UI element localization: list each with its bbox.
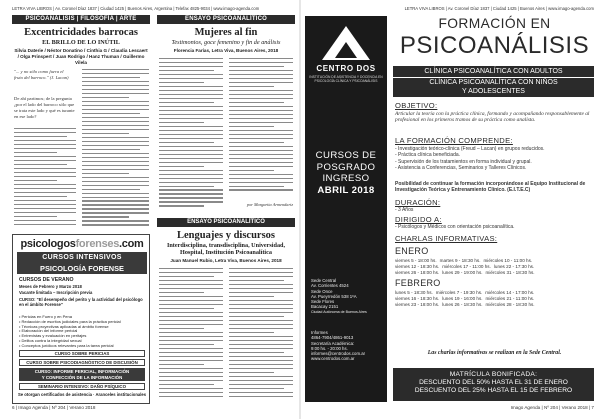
schedule-row: viernes 5 - 18:00 hs. martes 9 - 18:30 hs. miércoles 10 - 11:00 hs. xyxy=(395,258,533,263)
objetivo-heading: OBJETIVO: xyxy=(395,101,438,110)
psicoanalisis-heading: PSICOANÁLISIS xyxy=(399,32,590,59)
article1-byline: Silvia Daterie / Néstor Donatino / Cinthia G / Claudia Lescaert / Olga Prinspert / Juan Rodrigo / Hanz Thuman / Guillermo Vilela xyxy=(14,48,148,65)
section-bar-ensayo-2: ENSAYO PSICOANALÍTICO xyxy=(157,218,295,227)
article2-text-col1 xyxy=(159,58,223,210)
matricula-banner: MATRÍCULA BONIFICADA: DESCUENTO DEL 50% HASTA EL 31 DE ENERO DESCUENTO DEL 25% HASTA EL 15 DE FEBRERO xyxy=(393,368,594,401)
ad-course-item: • Conceptos jurídicos relevantes para la tarea pericial xyxy=(19,342,114,348)
centro-dos-sidebar xyxy=(305,16,387,402)
clinica-ninos-bar: CLÍNICA PSICOANALÍTICA CON NIÑOS Y ADOLESCENTES xyxy=(393,78,594,97)
ad-logo: psicologosforenses.com xyxy=(20,238,144,250)
article1-quote: "... y no sólo como fuera el fruto del barroco." (J. Lacan) xyxy=(14,69,69,80)
formacion-item: - Práctica clínica beneficiada. xyxy=(395,152,461,159)
ad-course-items xyxy=(19,315,147,349)
right-page xyxy=(305,6,594,414)
duracion-value: - 3 Años xyxy=(395,207,414,213)
ad-box-informe: CURSO: INFORME PERICIAL, INFORMACIÓN Y CONFECCIÓN DE LA INFORMACIÓN xyxy=(19,368,145,381)
left-page xyxy=(12,6,295,414)
formacion-item: - Supervisión de los tratamientos en forma individual y grupal. xyxy=(395,158,532,165)
psicologos-forenses-ad xyxy=(12,234,150,404)
schedule-row: viernes 16 - 18:30 hs. lunes 19 - 16:00 hs. miércoles 21 - 11:00 hs. xyxy=(395,296,535,301)
ad-banner-cursos: CURSOS INTENSIVOS xyxy=(17,252,147,263)
ad-course-desc: CURSO: "El desempeño del perito y la actividad del psicólogo en el ámbito Forense" xyxy=(19,297,143,308)
article1-text-col1 xyxy=(14,128,76,228)
article2-byline: Florencia Farías, Letra Viva, Buenos Aires, 2018 xyxy=(173,48,279,53)
charlas-note: Las charlas informativas se realizan en la Sede Central. xyxy=(427,350,562,356)
right-page-footer: Imago Agenda | Nº 204 | Verano 2018 | 7 xyxy=(510,405,594,410)
section-bar-ensayo: ENSAYO PSICOANALÍTICO xyxy=(157,15,295,24)
schedule-row: viernes 23 - 18:00 hs. lunes 26 - 18:30 hs. miércoles 28 - 18:30 hs. xyxy=(395,302,535,307)
article3-text-col1 xyxy=(159,268,223,402)
ad-box-seminario: SEMINARIO INTENSIVO: DAÑO PSÍQUICO xyxy=(19,383,145,390)
ad-course-title: CURSOS DE VERANO xyxy=(19,277,74,283)
article2-signature: por Margarita Armendariz xyxy=(246,202,293,207)
ad-certificates: Se otorgan certificados de asistencia · Aranceles institucionales xyxy=(17,392,147,397)
centro-dos-name: CENTRO DOS xyxy=(316,64,376,73)
sedes-list: Sede Central Av. Corrientes 4524 Sede Once Av. Pueyrredón 538 1ºA Sede Flores Bacacay 2151 Ciudad Autónoma de Buenos Aires xyxy=(311,278,367,314)
cursos-posgrado-block: CURSOS DE POSGRADO INGRESO ABRIL 2018 xyxy=(315,150,377,196)
article2-title: Mujeres al fin xyxy=(194,27,258,38)
ad-course-item: • Elaboración del informe pericial xyxy=(19,328,78,334)
article3-subtitle: Interdisciplina, transdisciplina, Universidad, Hospital, Institución Psicoanalítica xyxy=(166,242,286,256)
contact-info: Informes 4864-7904/4861-9013 Secretaría Académica: 9:00 hs. - 20:00 hs. informes@centrodos.com.ar www.centrodos.com.ar xyxy=(311,330,366,362)
formacion-comprende-heading: LA FORMACIÓN COMPRENDE: xyxy=(395,136,513,145)
dirigido-value: - Psicólogos y Médicos con orientación psicoanalítica. xyxy=(395,224,515,230)
left-page-footer: 6 | Imago Agenda | Nº 204 | Verano 2018 xyxy=(12,405,96,410)
article1-title: Excentricidades barrocas xyxy=(24,27,138,38)
section-bar-psicoanalisis: PSICOANÁLISIS | FILOSOFÍA | ARTE xyxy=(12,15,150,24)
dirigido-heading: DIRIGIDO A: xyxy=(395,215,442,224)
centro-dos-logo-inner xyxy=(335,42,357,58)
article3-title: Lenguajes y discursos xyxy=(176,230,275,241)
formacion-item: - Asistencia a Conferencias, Seminarios y Talleres Clínicos. xyxy=(395,164,527,171)
schedule-row: viernes 26 - 18:00 hs. lunes 29 - 19:00 hs. miércoles 31 - 18:30 hs. xyxy=(395,270,535,275)
objetivo-text: Articular la teoría con la práctica clínica, formando y acompañando responsablemente al profesional en los primeros tramos de su práctica como analista. xyxy=(395,111,590,124)
febrero-schedule xyxy=(395,290,594,308)
febrero-heading: FEBRERO xyxy=(395,278,441,288)
formacion-heading: FORMACIÓN EN xyxy=(438,16,551,31)
left-page-header: LETRA VIVA LIBROS | Av. Coronel Díaz 1837 | Ciudad 1425 | Buenos Aires, Argentina | Telefax 4825-9034 | www.imago-agenda.com xyxy=(12,6,260,11)
article1-text-col2 xyxy=(82,69,149,229)
ad-course-item: • Entrevistas y evaluación en peritajes xyxy=(19,333,87,339)
ad-course-item: • Redacción de escritos judiciales para la práctica pericial xyxy=(19,318,121,324)
clinica-adultos-bar: CLÍNICA PSICOANALÍTICA CON ADULTOS xyxy=(393,66,594,77)
article1-lead: De ahí partimos; de la pregunta ¿por el lado del barroco sólo que se trata este lado y qué es turante en ese lado? xyxy=(14,96,75,119)
ad-course-item: • Delitos contra la integridad sexual xyxy=(19,337,82,343)
ad-course-sub: Vacante limitada – Inscripción previa xyxy=(19,290,93,295)
duracion-heading: DURACIÓN: xyxy=(395,198,441,207)
ad-course-dates: Meses de Febrero y Marzo 2018 xyxy=(19,284,82,289)
article1-subtitle: EL BRILLO DE LO INÚTIL xyxy=(42,39,120,46)
page-gutter xyxy=(299,0,301,419)
centro-dos-tagline: INSTITUCIÓN DE ASISTENCIA Y DOCENCIA EN PSICOLOGÍA CLÍNICA Y PSICOANÁLISIS xyxy=(309,75,383,83)
enero-heading: ENERO xyxy=(395,246,429,256)
posibilidad-text: Posibilidad de continuar la formación incorporándose al Equipo Institucional de Investigación Teórica y Entrenamiento Clínico. (E.I.T.E.C) xyxy=(395,181,586,194)
article2-text-col2 xyxy=(229,58,293,198)
right-page-header: LETRA VIVA LIBROS | Av. Coronel Díaz 1837 | Ciudad 1425 | Buenos Aires | www.imago-agenda.com xyxy=(404,6,594,11)
formacion-items xyxy=(395,146,594,171)
ad-course-item: • Técnicas proyectivas aplicadas al ámbito forense xyxy=(19,323,109,329)
ad-box-psicodiagnostico: CURSO SOBRE PSICODIAGNÓSTICO DE DISCUSIÓN xyxy=(19,359,145,366)
ad-course-item: • Pericias en Fuero y en Pena xyxy=(19,314,72,319)
formacion-item: - Investigación teórico-clínica (Freud – Lacan) en grupos reducidos. xyxy=(395,146,545,152)
article3-text-col2 xyxy=(229,268,293,402)
charlas-heading: CHARLAS INFORMATIVAS: xyxy=(395,234,498,243)
ad-box-pericias: CURSO SOBRE PERICIAS xyxy=(19,350,145,357)
ad-banner-psicologia: PSICOLOGÍA FORENSE xyxy=(17,263,147,274)
article2-subtitle: Testimonios, goce femenino y fin de análisis xyxy=(171,39,281,46)
article3-byline: Juan Manuel Rubio, Letra Viva, Buenos Aires, 2018 xyxy=(170,258,282,263)
enero-schedule xyxy=(395,258,594,276)
schedule-row: lunes 5 - 18:30 hs. miércoles 7 - 19:30 hs. miércoles 14 - 17:00 hs. xyxy=(395,290,535,295)
schedule-row: viernes 12 - 18:30 hs. miércoles 17 - 11:00 hs. lunes 22 - 17:30 hs. xyxy=(395,264,535,269)
